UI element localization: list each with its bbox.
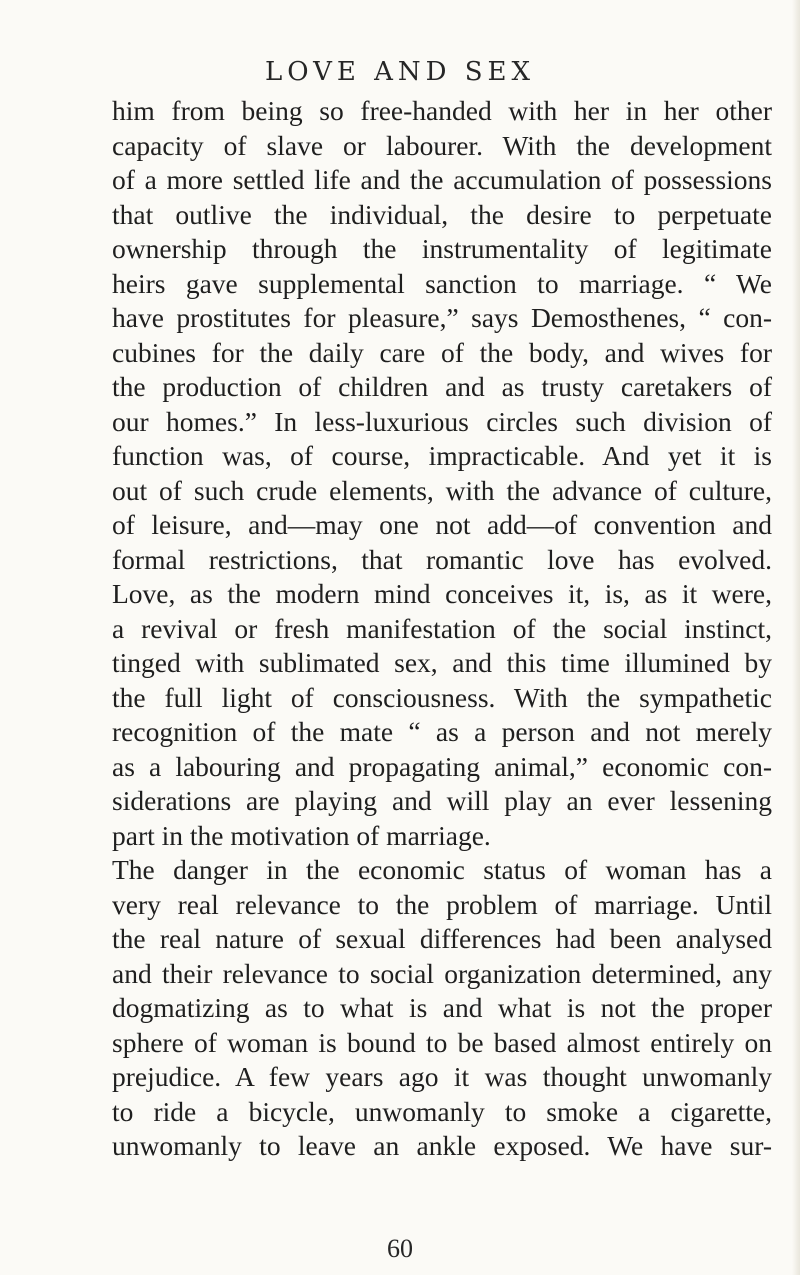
text-line: out of such crude elements, with the advance of culture, [112, 474, 772, 506]
text-line: Love, as the modern mind conceives it, is, as it were, [112, 578, 772, 609]
text-line: recognition of the mate “ as a person and not merely [112, 716, 772, 747]
text-line: the real nature of sexual differences had been analysed [112, 923, 772, 954]
text-line: part in the motivation of marriage. [112, 819, 491, 851]
text-line: unwomanly to leave an ankle exposed. We have sur- [112, 1130, 772, 1161]
text-line: formal restrictions, that romantic love has evolved. [112, 543, 772, 575]
text-line: of leisure, and—may one not add—of convention and [112, 509, 772, 540]
page-edge-shadow [792, 0, 800, 1275]
text-line: the production of children and as trusty caretakers of [112, 371, 772, 402]
text-line: ownership through the instrumentality of legitimate [112, 233, 772, 264]
text-line: capacity of slave or labourer. With the development [112, 129, 772, 161]
text-line: siderations are playing and will play an ever lessening [112, 785, 772, 816]
text-line: dogmatizing as to what is and what is not the proper [112, 992, 772, 1023]
text-line: tinged with sublimated sex, and this time illumined by [112, 647, 772, 678]
text-line: and their relevance to social organization determined, any [112, 957, 772, 989]
text-line: cubines for the daily care of the body, and wives for [112, 336, 772, 368]
text-line: The danger in the economic status of woman has a [112, 854, 772, 885]
text-line: to ride a bicycle, unwomanly to smoke a cigarette, [112, 1095, 772, 1127]
text-line: of a more settled life and the accumulation of possessions [112, 164, 772, 195]
text-line: sphere of woman is bound to be based almost entirely on [112, 1026, 772, 1058]
text-line: function was, of course, impracticable. And yet it is [112, 440, 772, 471]
text-line: that outlive the individual, the desire to perpetuate [112, 198, 772, 230]
text-line: our homes.” In less-luxurious circles such division of [112, 405, 772, 437]
page-number: 60 [387, 1234, 413, 1263]
text-line: the full light of consciousness. With the sympathetic [112, 681, 772, 713]
text-line: a revival or fresh manifestation of the social instinct, [112, 612, 772, 644]
text-line: him from being so free-handed with her in her other [112, 95, 772, 126]
text-line: very real relevance to the problem of marriage. Until [112, 888, 772, 920]
body-text [112, 94, 772, 1164]
text-line: prejudice. A few years ago it was thought unwomanly [112, 1061, 772, 1092]
text-line: as a labouring and propagating animal,” economic con- [112, 750, 772, 782]
text-line: have prostitutes for pleasure,” says Demosthenes, “ con- [112, 302, 772, 333]
running-head: LOVE AND SEX [264, 57, 536, 87]
text-line: heirs gave supplemental sanction to marriage. “ We [112, 267, 772, 299]
